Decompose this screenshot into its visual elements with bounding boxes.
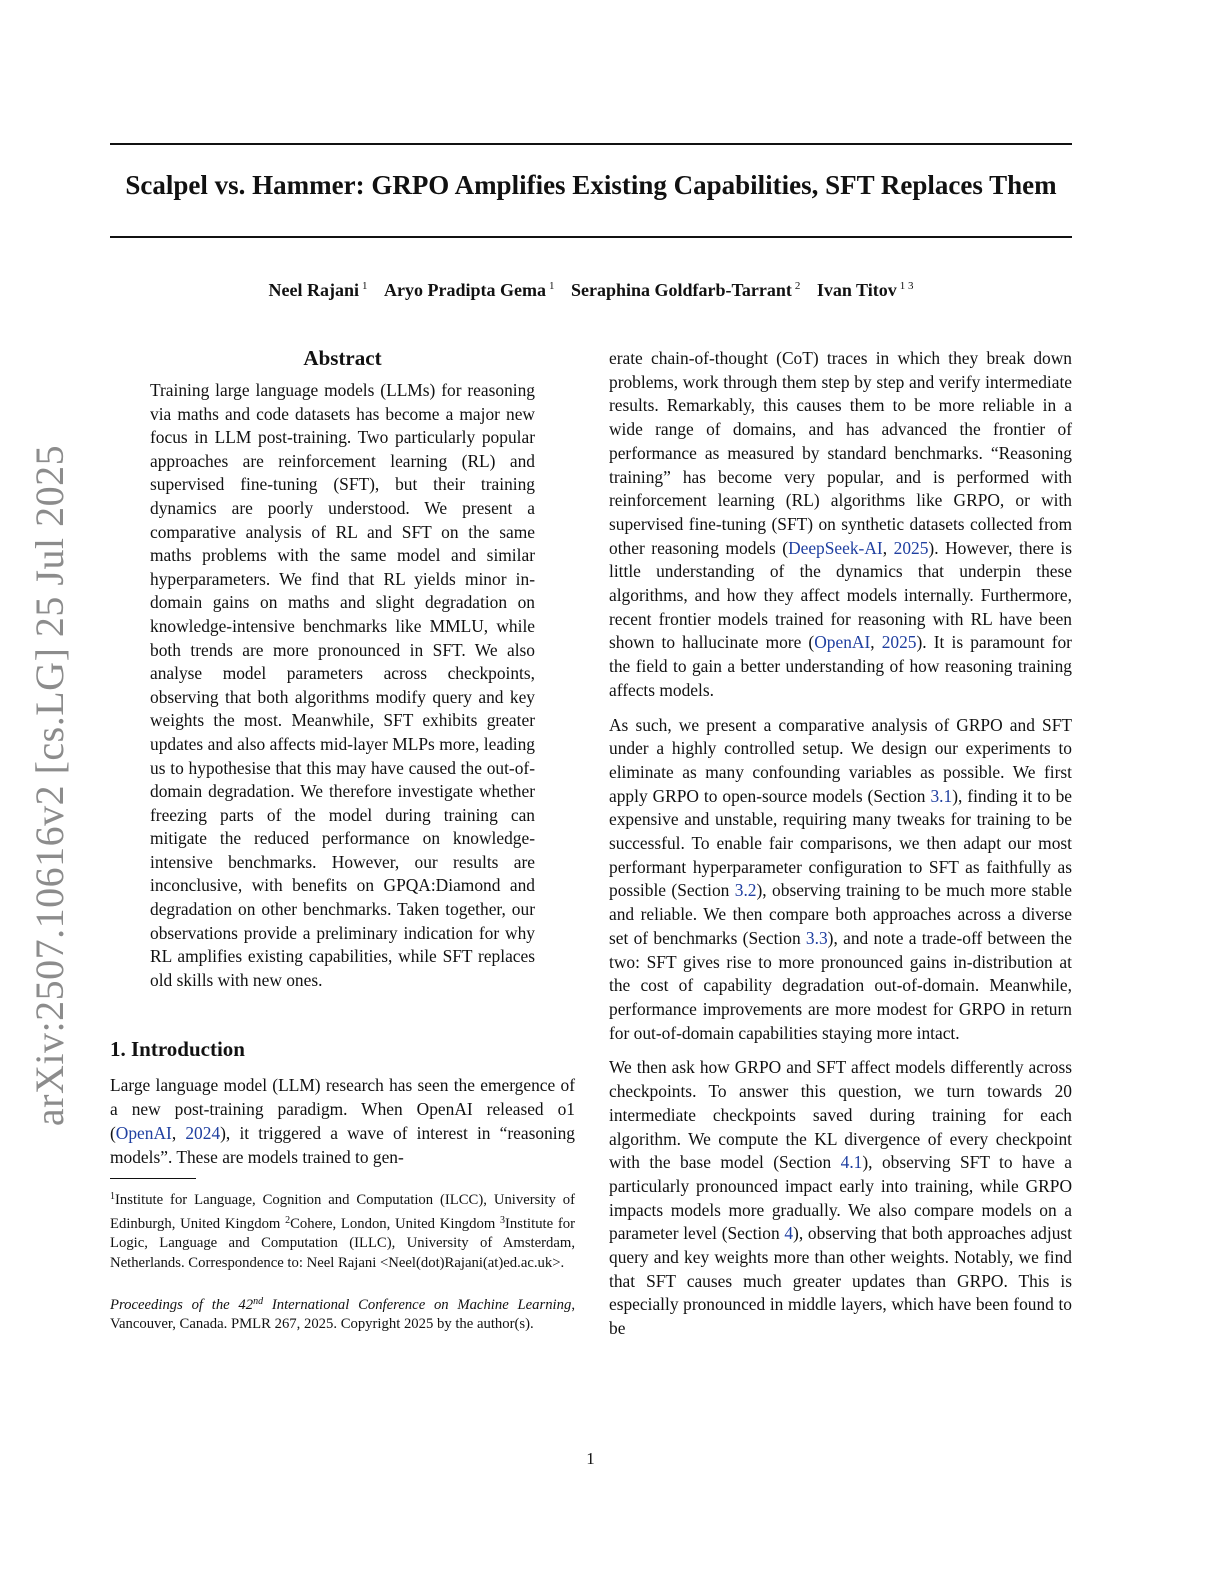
proceedings-note: Proceedings of the 42nd International Conference on Machine Learning, Vancouver, Canada. PMLR 267, 2025. Copyright 2025 by the author(s).: [110, 1295, 575, 1333]
paper-title: Scalpel vs. Hammer: GRPO Amplifies Existing Capabilities, SFT Replaces Them: [125, 170, 1057, 200]
section-reference-link[interactable]: 4: [784, 1223, 794, 1244]
affiliation-footnote: $^1$Institute for Language, Cognition and Computation (ILCC), University of Edinburgh, United Kingdom $^2$Cohere, London, United Kingdom $^3$Institute for Logic, Language and Computation (ILLC), University of Amsterdam, Netherlands. Correspondence to: Neel Rajani <Neel(dot)Rajani(at)ed.ac.uk>.: [110, 1191, 576, 1272]
body-paragraph: We then ask how GRPO and SFT affect models differently across checkpoints. To answer this question, we turn towards 20 intermediate checkpoints saved during training for each algorithm. We compute the KL divergence of every checkpoint with the base model (Section 4.1), observing SFT to have a particularly pronounced impact early into training, while GRPO impacts models more gradually. We also compare models on a parameter level (Section 4), observing that both approaches adjust query and key weights more than other weights. Notably, we find that SFT causes much greater updates than GRPO. This is especially pronounced in middle layers, which have been found to be: [609, 1057, 1072, 1339]
right-column: [609, 347, 1072, 1341]
author-list: [110, 280, 1072, 301]
citation-link[interactable]: 2025: [893, 537, 929, 558]
citation-link[interactable]: DeepSeek-AI: [788, 537, 883, 558]
author: Ivan Titov $^{1 3}$: [816, 280, 914, 300]
page-number: 1: [586, 1449, 595, 1468]
citation-link[interactable]: OpenAI: [814, 632, 871, 653]
arxiv-identifier-text: arXiv:2507.10616v2 [cs.LG] 25 Jul 2025: [27, 444, 73, 1126]
section-heading-introduction: 1. Introduction: [110, 1037, 245, 1062]
abstract-body: Training large language models (LLMs) for reasoning via maths and code datasets has become a major new focus in LLM post-training. Two particularly popular approaches are reinforcement learning (RL) and supervised fine-tuning (SFT), but their training dynamics are poorly understood. We present a comparative analysis of RL and SFT on the same maths problems with the same model and similar hyperparameters. We find that RL yields minor in-domain gains on maths and slight degradation on knowledge-intensive benchmarks like MMLU, while both trends are more pronounced in SFT. We also analyse model parameters across checkpoints, observing that both algorithms modify query and key weights the most. Meanwhile, SFT exhibits greater updates and also affects mid-layer MLPs more, leading us to hypothesise that this may have caused the out-of-domain degradation. We therefore investigate whether freezing parts of the model during training can mitigate the reduced performance on knowledge-intensive benchmarks. However, our results are inconclusive, with benefits on GPQA:Diamond and degradation on other benchmarks. Taken together, our observations provide a preliminary indication for why RL amplifies existing capabilities, while SFT replaces old skills with new ones.: [150, 380, 535, 990]
citation-link[interactable]: 2024: [185, 1122, 221, 1143]
section-reference-link[interactable]: 4.1: [840, 1152, 863, 1173]
section-reference-link[interactable]: 3.2: [734, 880, 757, 901]
citation-link[interactable]: 2025: [881, 632, 917, 653]
section-reference-link[interactable]: 3.3: [805, 927, 828, 948]
author: Seraphina Goldfarb-Tarrant $^2$: [570, 280, 801, 300]
section-reference-link[interactable]: 3.1: [930, 785, 953, 806]
arxiv-identifier: [28, 445, 72, 1125]
citation-link[interactable]: OpenAI: [115, 1122, 172, 1143]
title-rule-bottom: [110, 236, 1072, 238]
body-paragraph: erate chain-of-thought (CoT) traces in which they break down problems, work through them step by step and verify intermediate results. Remarkably, this causes them to be more reliable in a wide range of domains, and has advanced the frontier of performance as measured by standard benchmarks. “Reasoning training” has become very popular, and is performed with reinforcement learning (RL) algorithms like GRPO, or with supervised fine-tuning (SFT) on synthetic datasets collected from other reasoning models (DeepSeek-AI, 2025). However, there is little understanding of the dynamics that underpin these algorithms, and how they affect models internally. Furthermore, recent frontier models trained for reasoning with RL have been shown to hallucinate more (OpenAI, 2025). It is paramount for the field to gain a better understanding of how reasoning training affects models.: [609, 348, 1072, 700]
footnote-rule: [110, 1178, 196, 1179]
intro-paragraph: Large language model (LLM) research has seen the emergence of a new post-training paradigm. When OpenAI released o1 (OpenAI, 2024), it triggered a wave of interest in “reasoning models”. These are models trained to gen-: [110, 1075, 576, 1167]
author: Aryo Pradipta Gema $^1$: [384, 280, 555, 300]
body-paragraph: As such, we present a comparative analysis of GRPO and SFT under a highly controlled setup. We design our experiments to eliminate as many confounding variables as possible. We first apply GRPO to open-source models (Section 3.1), finding it to be expensive and unstable, requiring many tweaks for training to be successful. To enable fair comparisons, we then adapt our most performant hyperparameter configuration to SFT as faithfully as possible (Section 3.2), observing training to be much more stable and reliable. We then compare both approaches across a diverse set of benchmarks (Section 3.3), and note a trade-off between the two: SFT gives rise to more pronounced gains in-distribution at the cost of capability degradation out-of-domain. Meanwhile, performance improvements are more modest for GRPO in return for out-of-domain capabilities staying more intact.: [609, 714, 1073, 1043]
title-rule-top: [110, 143, 1072, 145]
left-column: [110, 345, 575, 1335]
abstract-heading: Abstract: [303, 346, 382, 370]
author: Neel Rajani $^1$: [268, 280, 368, 300]
